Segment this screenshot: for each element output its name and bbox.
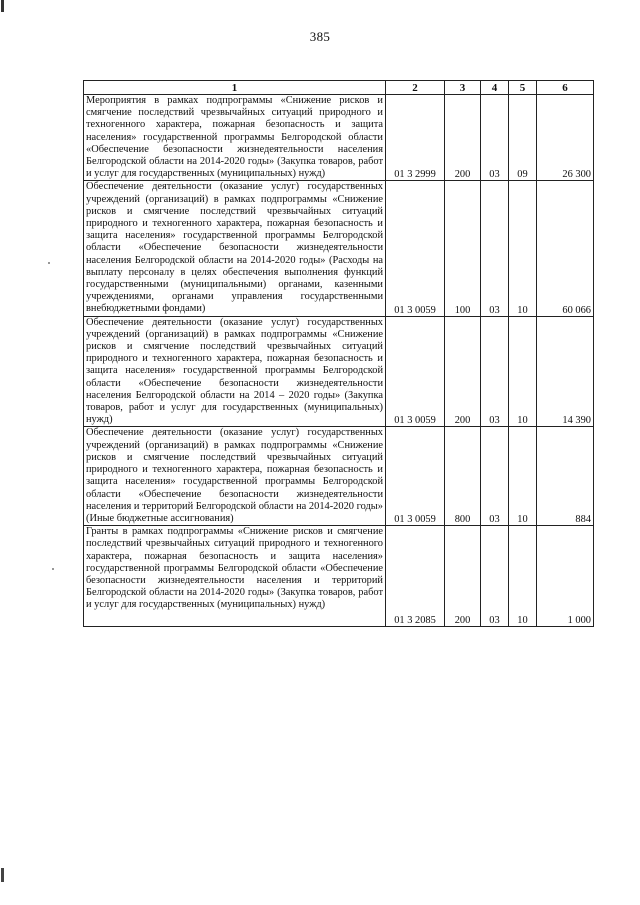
- column-header: 4: [481, 81, 509, 95]
- amount: 1 000: [537, 526, 594, 626]
- subsection-code: 09: [509, 95, 537, 181]
- scan-speck: [48, 262, 50, 264]
- expense-type: 200: [445, 95, 481, 181]
- budget-table: [83, 80, 594, 627]
- section-code: 03: [481, 95, 509, 181]
- table-row: [84, 316, 594, 427]
- subsection-code: 10: [509, 316, 537, 427]
- amount: 26 300: [537, 95, 594, 181]
- column-header: 5: [509, 81, 537, 95]
- row-description: Обеспечение деятельности (оказание услуг) государственных учреждений (организаций) в рамках подпрограммы «Снижение рисков и смягчение последствий чрезвычайных ситуаций природного и техногенного характера, пожарная безопасность и защита населения» государственной программы Белгородской области «Обеспечение безопасности жизнедеятельности населения и территорий Белгородской области на 2014-2020 годы» (Иные бюджетные ассигнования): [84, 427, 386, 526]
- section-code: 03: [481, 427, 509, 526]
- target-code: 01 3 0059: [386, 427, 445, 526]
- table-row: [84, 181, 594, 316]
- section-code: 03: [481, 526, 509, 626]
- amount: 14 390: [537, 316, 594, 427]
- expense-type: 800: [445, 427, 481, 526]
- table-row: [84, 95, 594, 181]
- scan-speck: [52, 568, 54, 570]
- column-header: 6: [537, 81, 594, 95]
- target-code: 01 3 0059: [386, 181, 445, 316]
- table-row: [84, 526, 594, 626]
- scan-edge-mark: [1, 0, 4, 12]
- table-row: [84, 427, 594, 526]
- amount: 884: [537, 427, 594, 526]
- column-header: 2: [386, 81, 445, 95]
- expense-type: 200: [445, 316, 481, 427]
- table-header-row: [84, 81, 594, 95]
- scan-edge-mark: [1, 868, 4, 882]
- column-header: 3: [445, 81, 481, 95]
- subsection-code: 10: [509, 427, 537, 526]
- subsection-code: 10: [509, 181, 537, 316]
- row-description: Гранты в рамках подпрограммы «Снижение рисков и смягчение последствий чрезвычайных ситуаций природного и техногенного характера, пожарная безопасность и защита населения» государственной программы Белгородской области «Обеспечение безопасности жизнедеятельности населения и территорий Белгородской области на 2014-2020 годы» (Закупка товаров, работ и услуг для государственных (муниципальных) нужд): [84, 526, 386, 626]
- section-code: 03: [481, 316, 509, 427]
- row-description: Мероприятия в рамках подпрограммы «Снижение рисков и смягчение последствий чрезвычайных ситуаций природного и техногенного характера, пожарная безопасность и защита населения» государственной программы Белгородской области «Обеспечение безопасности жизнедеятельности населения Белгородской области на 2014-2020 годы» (Закупка товаров, работ и услуг для государственных (муниципальных) нужд): [84, 95, 386, 181]
- expense-type: 200: [445, 526, 481, 626]
- row-description: Обеспечение деятельности (оказание услуг) государственных учреждений (организаций) в рамках подпрограммы «Снижение рисков и смягчение последствий чрезвычайных ситуаций природного и техногенного характера, пожарная безопасность и защита населения» государственной программы Белгородской области «Обеспечение безопасности жизнедеятельности населения Белгородской области на 2014 – 2020 годы» (Закупка товаров, работ и услуг для государственных (муниципальных) нужд): [84, 316, 386, 427]
- target-code: 01 3 0059: [386, 316, 445, 427]
- row-description: Обеспечение деятельности (оказание услуг) государственных учреждений (организаций) в рамках подпрограммы «Снижение рисков и смягчение последствий чрезвычайных ситуаций природного и техногенного характера, пожарная безопасность и защита населения» государственной программы Белгородской области «Обеспечение безопасности жизнедеятельности населения Белгородской области на 2014-2020 годы» (Расходы на выплату персоналу в целях обеспечения выполнения функций государственными (муниципальными) органами, казенными учреждениями, органами управления государственными внебюджетными фондами): [84, 181, 386, 316]
- page-number: 385: [309, 29, 331, 44]
- amount: 60 066: [537, 181, 594, 316]
- subsection-code: 10: [509, 526, 537, 626]
- target-code: 01 3 2085: [386, 526, 445, 626]
- column-header: 1: [84, 81, 386, 95]
- section-code: 03: [481, 181, 509, 316]
- expense-type: 100: [445, 181, 481, 316]
- target-code: 01 3 2999: [386, 95, 445, 181]
